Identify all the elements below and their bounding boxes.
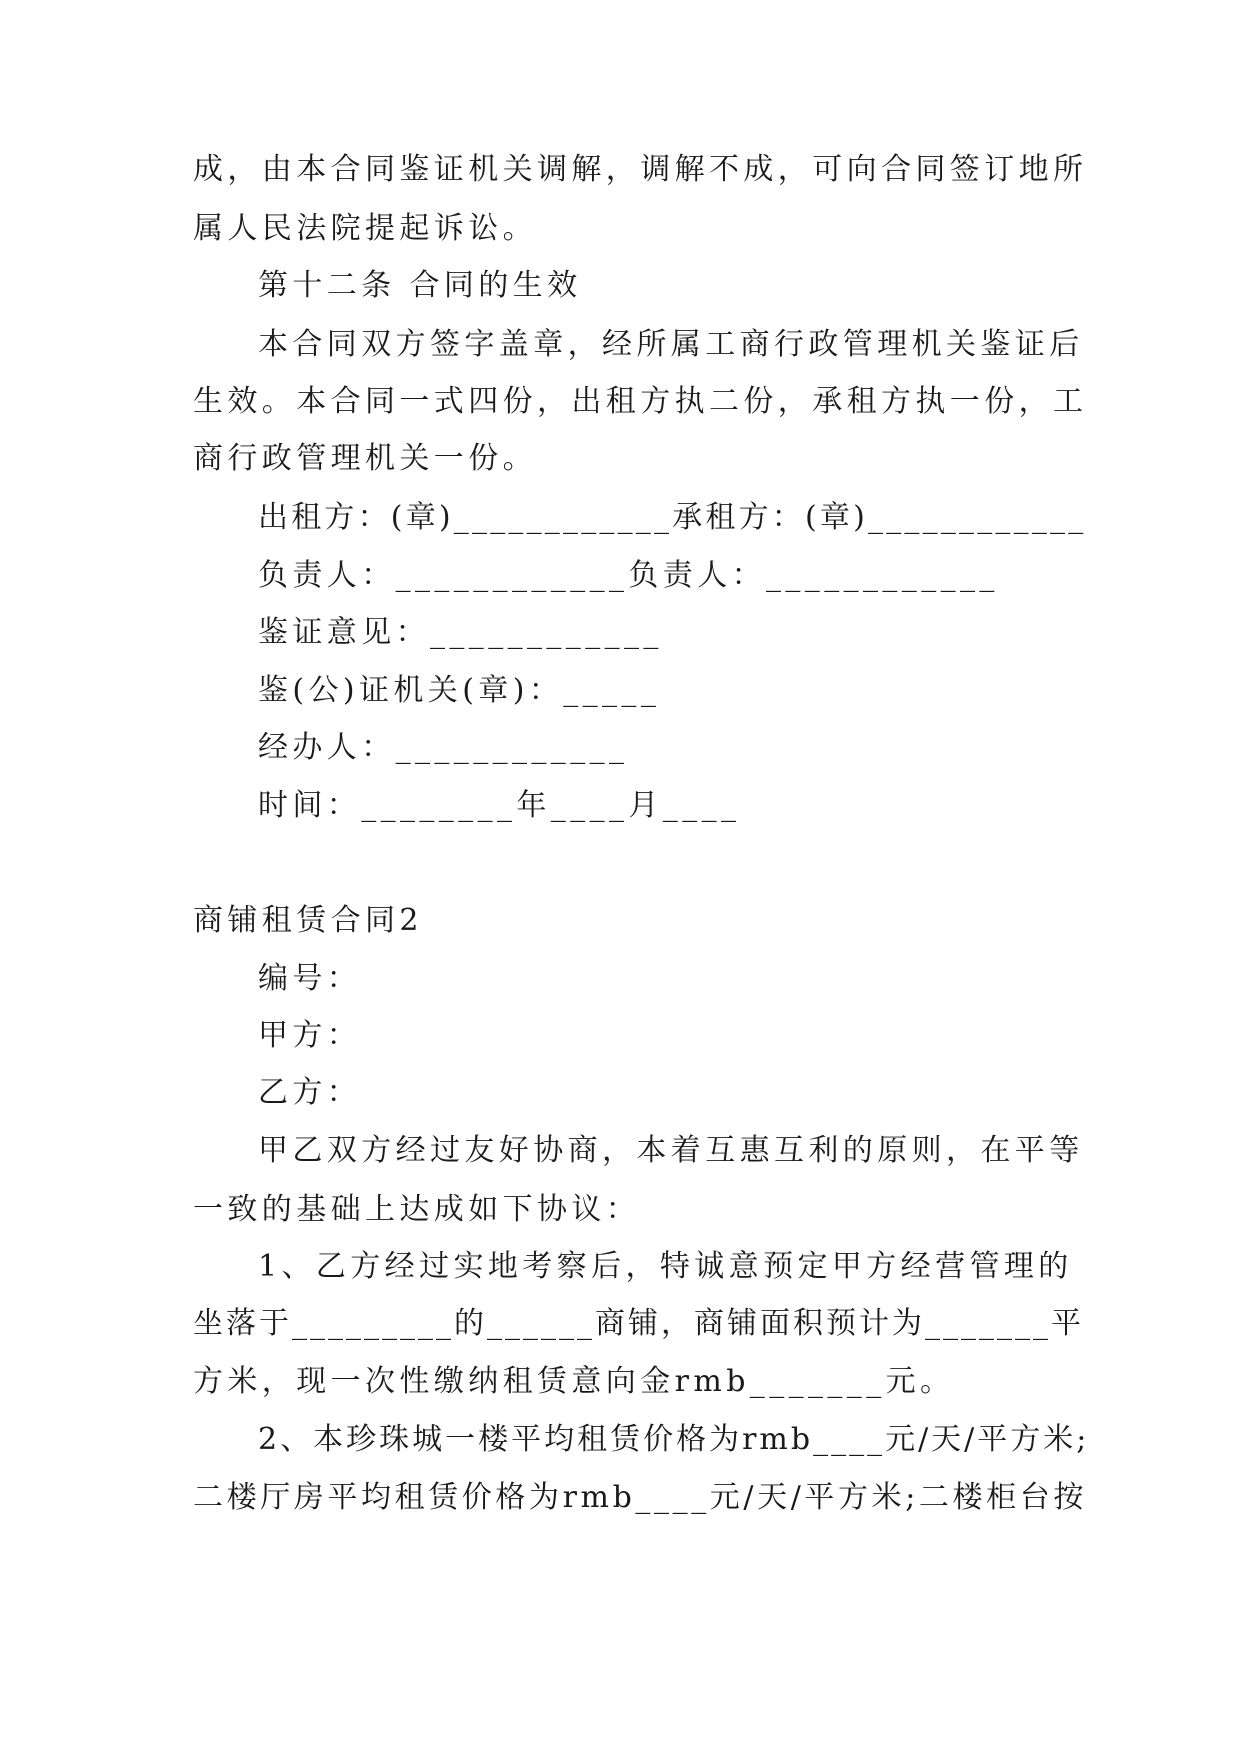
signature-line-date: 时间：________年____月____ xyxy=(258,788,741,823)
field-number: 编号： xyxy=(258,961,362,996)
signature-line-opinion: 鉴证意见：____________ xyxy=(258,615,663,650)
section-title: 商铺租赁合同2 xyxy=(193,903,423,938)
field-party-b: 乙方： xyxy=(258,1075,362,1110)
field-party-a: 甲方： xyxy=(258,1018,362,1053)
signature-line-handler: 经办人：____________ xyxy=(258,730,629,765)
paragraph-line: 二楼厅房平均租赁价格为rmb____元/天/平方米;二楼柜台按 xyxy=(193,1480,1087,1515)
paragraph-line: 商行政管理机关一份。 xyxy=(193,441,537,476)
paragraph-line: 一致的基础上达成如下协议： xyxy=(193,1192,641,1227)
paragraph-line: 方米，现一次性缴纳租赁意向金rmb_______元。 xyxy=(193,1364,955,1399)
paragraph-line: 2、本珍珠城一楼平均租赁价格为rmb____元/天/平方米; xyxy=(258,1422,1090,1457)
paragraph-line: 甲乙双方经过友好协商，本着互惠互利的原则，在平等 xyxy=(258,1133,1084,1168)
signature-line-responsible: 负责人：____________负责人：____________ xyxy=(258,558,999,593)
paragraph-line: 坐落于_________的______商铺，商铺面积预计为_______平 xyxy=(193,1306,1084,1341)
paragraph-line: 成，由本合同鉴证机关调解，调解不成，可向合同签订地所 xyxy=(193,152,1088,187)
article-heading: 第十二条 合同的生效 xyxy=(258,268,582,303)
paragraph-line: 属人民法院提起诉讼。 xyxy=(193,211,537,246)
signature-line-authority: 鉴(公)证机关(章)：_____ xyxy=(258,673,661,708)
signature-line-lessor-lessee: 出租方：(章)____________承租方：(章)____________ xyxy=(258,500,1087,535)
paragraph-line: 1、乙方经过实地考察后，特诚意预定甲方经营管理的 xyxy=(258,1249,1073,1284)
paragraph-line: 本合同双方签字盖章，经所属工商行政管理机关鉴证后 xyxy=(258,327,1084,362)
paragraph-line: 生效。本合同一式四份，出租方执二份，承租方执一份，工 xyxy=(193,384,1088,419)
